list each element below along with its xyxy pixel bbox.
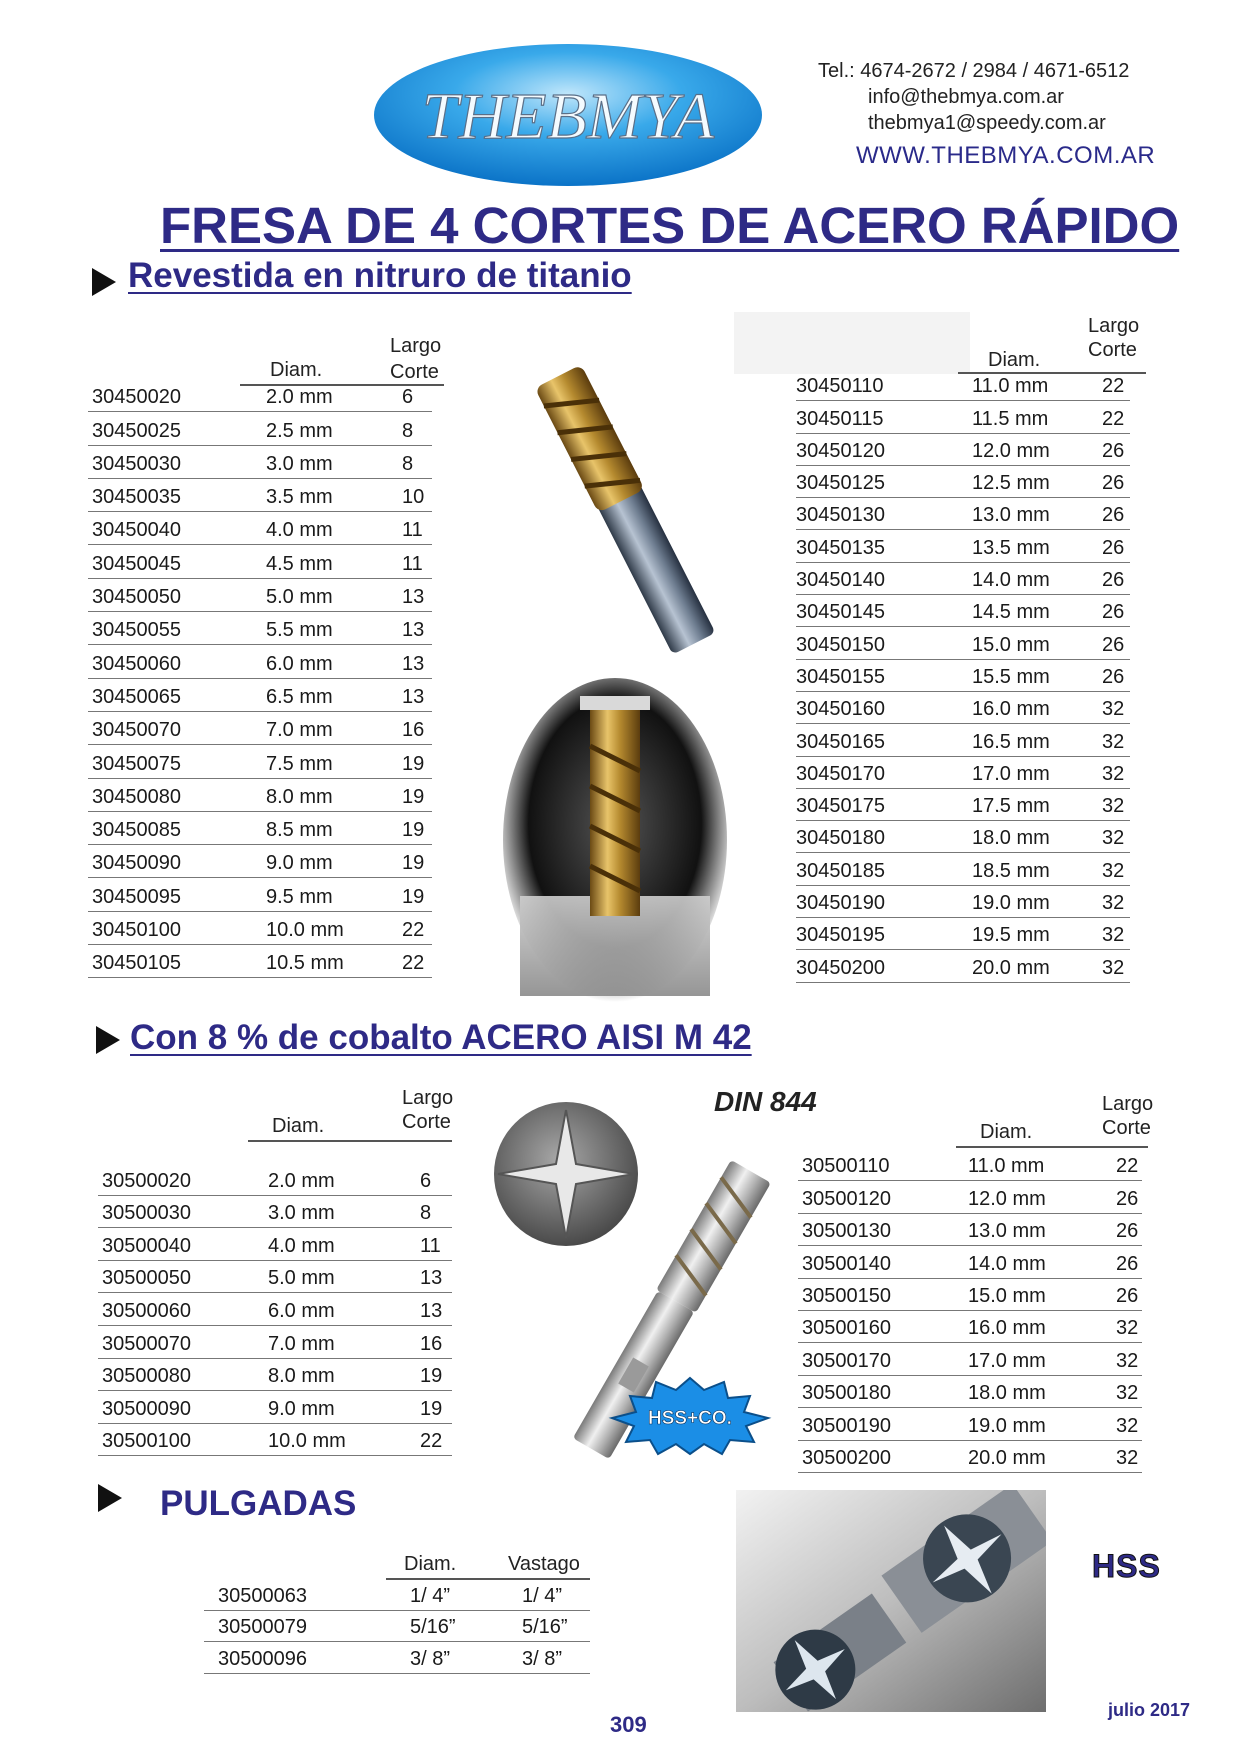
cell-code: 30500060	[102, 1299, 191, 1322]
cell-largo: 32	[1116, 1317, 1139, 1340]
cell-diam: 3/ 8”	[410, 1647, 451, 1670]
cell-largo: 8	[402, 419, 414, 442]
cell-diam: 15.0 mm	[968, 1284, 1046, 1307]
titanium-endmill-image	[516, 350, 736, 668]
cell-diam: 20.0 mm	[972, 956, 1050, 979]
cell-diam: 20.0 mm	[968, 1446, 1046, 1469]
col-header-vastago: Vastago	[508, 1553, 580, 1575]
cell-largo: 13	[402, 652, 425, 675]
table-row	[798, 1440, 1142, 1473]
table-row	[88, 911, 432, 945]
arrow-right-icon	[92, 268, 116, 296]
cell-code: 30450135	[796, 536, 885, 559]
table-row	[88, 545, 432, 579]
cell-code: 30450150	[796, 633, 885, 656]
table-row	[798, 1245, 1142, 1278]
cell-code: 30450035	[92, 486, 181, 509]
col-header-diam: Diam.	[404, 1553, 457, 1575]
cell-diam: 7.5 mm	[266, 752, 333, 775]
cell-diam: 14.5 mm	[972, 601, 1050, 624]
table-row	[798, 1278, 1142, 1311]
cell-largo: 8	[402, 452, 414, 475]
section-title-pulgadas: PULGADAS	[160, 1484, 357, 1523]
cell-largo: 32	[1102, 956, 1125, 979]
cell-diam: 5.0 mm	[266, 586, 333, 609]
cell-largo: 32	[1116, 1414, 1139, 1437]
table-row	[798, 1407, 1142, 1440]
cell-code: 30450165	[796, 730, 885, 753]
cell-largo: 32	[1116, 1382, 1139, 1405]
cell-largo: 6	[420, 1169, 432, 1192]
table-row	[204, 1610, 590, 1643]
titanium-endmill-cutting-image	[500, 676, 730, 1004]
cell-code: 30500063	[218, 1584, 307, 1607]
cell-largo: 19	[402, 885, 425, 908]
cell-largo: 22	[402, 919, 425, 942]
footer-date: julio 2017	[1108, 1700, 1191, 1720]
cell-largo: 26	[1102, 633, 1125, 656]
cell-largo: 19	[402, 819, 425, 842]
cell-diam: 11.0 mm	[968, 1155, 1045, 1178]
contact-email-2[interactable]: thebmya1@speedy.com.ar	[868, 112, 1106, 134]
cell-diam: 13.0 mm	[968, 1220, 1046, 1243]
cell-diam: 18.5 mm	[972, 859, 1050, 882]
table-row	[796, 368, 1130, 401]
cell-largo: 22	[1116, 1155, 1139, 1178]
cell-diam: 8.0 mm	[266, 785, 333, 808]
cell-code: 30450085	[92, 819, 181, 842]
cell-diam: 14.0 mm	[968, 1252, 1046, 1275]
cell-code: 30500170	[802, 1349, 891, 1372]
cell-largo: 32	[1102, 762, 1125, 785]
cell-diam: 16.5 mm	[972, 730, 1050, 753]
cell-largo: 32	[1102, 730, 1125, 753]
cell-code: 30450125	[796, 472, 885, 495]
cell-largo: 22	[402, 952, 425, 975]
cell-code: 30500140	[802, 1252, 891, 1275]
cell-largo: 22	[420, 1430, 443, 1453]
col-header-diam: Diam.	[980, 1121, 1033, 1143]
cell-code: 30500190	[802, 1414, 891, 1437]
brand-logo	[372, 42, 764, 188]
cell-largo: 32	[1102, 892, 1125, 915]
cell-largo: 26	[1102, 439, 1125, 462]
table-row	[88, 445, 432, 479]
section-title-titanio: Revestida en nitruro de titanio	[128, 256, 632, 295]
table-row	[88, 378, 432, 412]
table-row	[798, 1180, 1142, 1213]
cell-diam: 13.5 mm	[972, 536, 1050, 559]
cell-diam: 7.0 mm	[268, 1332, 335, 1355]
table-row	[796, 594, 1130, 627]
cell-code: 30450020	[92, 386, 181, 409]
table-row	[98, 1292, 452, 1326]
cell-largo: 8	[420, 1202, 432, 1225]
cell-largo: 19	[402, 852, 425, 875]
cell-largo: 19	[420, 1397, 443, 1420]
cell-code: 30450045	[92, 552, 181, 575]
table-row	[796, 885, 1130, 918]
cell-code: 30500120	[802, 1187, 891, 1210]
cell-code: 30450075	[92, 752, 181, 775]
hss-label: HSS	[1092, 1548, 1161, 1584]
col-header-corte: Corte	[1088, 339, 1137, 361]
arrow-right-icon	[96, 1026, 120, 1054]
cell-code: 30450105	[92, 952, 181, 975]
cell-largo: 26	[1116, 1252, 1139, 1275]
cell-vastago: 3/ 8”	[522, 1647, 563, 1670]
table-row	[204, 1641, 590, 1674]
table-row	[88, 644, 432, 678]
table-row	[88, 944, 432, 978]
table-row	[796, 659, 1130, 692]
cell-diam: 2.0 mm	[268, 1169, 335, 1192]
cell-largo: 19	[420, 1365, 443, 1388]
cell-diam: 18.0 mm	[972, 827, 1050, 850]
table-row	[98, 1390, 452, 1424]
table-row	[796, 949, 1130, 982]
cell-largo: 32	[1102, 827, 1125, 850]
table-row	[796, 530, 1130, 563]
cell-diam: 10.0 mm	[266, 919, 344, 942]
cell-largo: 11	[402, 552, 423, 575]
cell-diam: 13.0 mm	[972, 504, 1050, 527]
cell-diam: 11.0 mm	[972, 375, 1049, 398]
table-row	[796, 756, 1130, 789]
cell-largo: 32	[1102, 924, 1125, 947]
table-row	[98, 1423, 452, 1457]
cell-largo: 32	[1102, 859, 1125, 882]
table-row	[796, 723, 1130, 756]
cell-code: 30450110	[796, 375, 884, 398]
cell-code: 30450190	[796, 892, 885, 915]
cell-diam: 3.5 mm	[266, 486, 333, 509]
table-row	[796, 788, 1130, 821]
cell-largo: 13	[420, 1267, 443, 1290]
cell-code: 30500090	[102, 1397, 191, 1420]
cell-largo: 16	[402, 719, 425, 742]
cell-code: 30450200	[796, 956, 885, 979]
cell-code: 30450185	[796, 859, 885, 882]
cell-code: 30500070	[102, 1332, 191, 1355]
cell-diam: 19.0 mm	[972, 892, 1050, 915]
table-row	[88, 678, 432, 712]
table-row	[796, 853, 1130, 886]
cell-diam: 14.0 mm	[972, 569, 1050, 592]
cell-vastago: 5/16”	[522, 1616, 568, 1639]
cell-diam: 12.5 mm	[972, 472, 1050, 495]
cell-code: 30450080	[92, 785, 181, 808]
table-row	[796, 400, 1130, 433]
cell-code: 30450115	[796, 407, 884, 430]
cell-largo: 26	[1116, 1220, 1139, 1243]
cell-diam: 6.0 mm	[268, 1299, 335, 1322]
table-row	[88, 578, 432, 612]
cell-diam: 16.0 mm	[968, 1317, 1046, 1340]
cell-diam: 8.5 mm	[266, 819, 333, 842]
cell-code: 30450030	[92, 452, 181, 475]
cell-largo: 32	[1102, 698, 1125, 721]
col-header-largo: Largo	[1102, 1093, 1154, 1115]
table-row	[796, 465, 1130, 498]
cell-diam: 7.0 mm	[266, 719, 333, 742]
cell-code: 30450025	[92, 419, 181, 442]
cell-diam: 16.0 mm	[972, 698, 1050, 721]
table-row	[204, 1578, 590, 1611]
cell-diam: 17.0 mm	[968, 1349, 1046, 1372]
table-row	[88, 811, 432, 845]
cell-code: 30500100	[102, 1430, 191, 1453]
cell-code: 30500030	[102, 1202, 191, 1225]
cell-largo: 26	[1102, 504, 1125, 527]
cell-code: 30450195	[796, 924, 885, 947]
cell-largo: 19	[402, 785, 425, 808]
cell-code: 30450065	[92, 685, 181, 708]
table-row	[88, 744, 432, 778]
cell-code: 30500150	[802, 1284, 891, 1307]
table-row	[98, 1260, 452, 1294]
cell-code: 30450040	[92, 519, 181, 542]
cell-code: 30450070	[92, 719, 181, 742]
col-header-largo: Largo	[1088, 315, 1140, 337]
cell-largo: 10	[402, 486, 425, 509]
cell-diam: 17.0 mm	[972, 762, 1050, 785]
brand-logo-text: THEBMYA	[421, 80, 715, 153]
cell-code: 30450175	[796, 795, 885, 818]
cell-diam: 3.0 mm	[268, 1202, 335, 1225]
cell-largo: 26	[1102, 569, 1125, 592]
cell-diam: 12.0 mm	[972, 439, 1050, 462]
page-number: 309	[610, 1712, 647, 1737]
cell-largo: 26	[1102, 601, 1125, 624]
cell-code: 30500096	[218, 1647, 307, 1670]
table-row	[798, 1310, 1142, 1343]
cell-code: 30500160	[802, 1317, 891, 1340]
cell-code: 30450140	[796, 569, 885, 592]
table-row	[98, 1325, 452, 1359]
table-row	[796, 691, 1130, 724]
cell-code: 30450130	[796, 504, 885, 527]
table-row	[796, 917, 1130, 950]
table-row	[798, 1213, 1142, 1246]
cell-largo: 6	[402, 386, 414, 409]
cell-largo: 13	[402, 619, 425, 642]
col-header-corte: Corte	[402, 1111, 451, 1133]
contact-phone: Tel.: 4674-2672 / 2984 / 4671-6512	[818, 60, 1130, 82]
cell-code: 30450090	[92, 852, 181, 875]
cell-code: 30500180	[802, 1382, 891, 1405]
table-row	[88, 411, 432, 445]
table-row	[796, 820, 1130, 853]
table-row	[88, 511, 432, 545]
cell-diam: 4.0 mm	[266, 519, 333, 542]
cell-diam: 19.5 mm	[972, 924, 1050, 947]
col-header-corte: Corte	[390, 361, 439, 383]
table-row	[88, 611, 432, 645]
cell-diam: 1/ 4”	[410, 1584, 451, 1607]
cell-diam: 9.0 mm	[268, 1397, 335, 1420]
header-rule	[248, 1140, 452, 1142]
cell-largo: 32	[1102, 795, 1125, 818]
cell-largo: 26	[1102, 665, 1125, 688]
arrow-right-icon	[98, 1484, 122, 1512]
cell-largo: 22	[1102, 407, 1125, 430]
cell-code: 30450155	[796, 665, 885, 688]
website-link[interactable]: WWW.THEBMYA.COM.AR	[856, 142, 1156, 169]
cell-diam: 17.5 mm	[972, 795, 1050, 818]
cell-largo: 13	[402, 586, 425, 609]
table-row	[98, 1162, 452, 1196]
table-row	[88, 844, 432, 878]
cell-diam: 18.0 mm	[968, 1382, 1046, 1405]
cell-code: 30500130	[802, 1220, 891, 1243]
table-row	[798, 1148, 1142, 1181]
cell-code: 30450050	[92, 586, 181, 609]
cell-code: 30500020	[102, 1169, 191, 1192]
cell-diam: 9.5 mm	[266, 885, 333, 908]
cell-vastago: 1/ 4”	[522, 1584, 563, 1607]
contact-email[interactable]: info@thebmya.com.ar	[868, 86, 1064, 108]
cell-diam: 4.0 mm	[268, 1234, 335, 1257]
table-row	[796, 626, 1130, 659]
cell-diam: 10.5 mm	[266, 952, 344, 975]
table-row	[88, 778, 432, 812]
hss-co-badge-text: HSS+CO.	[648, 1408, 732, 1429]
cell-code: 30500079	[218, 1616, 307, 1639]
table-row	[796, 433, 1130, 466]
cell-largo: 16	[420, 1332, 443, 1355]
cell-largo: 32	[1116, 1349, 1139, 1372]
cell-code: 30450055	[92, 619, 181, 642]
section-title-cobalto: Con 8 % de cobalto ACERO AISI M 42	[130, 1018, 752, 1057]
cell-diam: 3.0 mm	[266, 452, 333, 475]
cell-largo: 32	[1116, 1446, 1139, 1469]
cell-code: 30450095	[92, 885, 181, 908]
cell-diam: 11.5 mm	[972, 407, 1049, 430]
cell-code: 30500110	[802, 1155, 890, 1178]
table-row	[796, 562, 1130, 595]
cell-diam: 15.5 mm	[972, 665, 1050, 688]
cell-diam: 5/16”	[410, 1616, 456, 1639]
cell-diam: 10.0 mm	[268, 1430, 346, 1453]
cell-diam: 5.5 mm	[266, 619, 333, 642]
cell-code: 30500050	[102, 1267, 191, 1290]
col-header-diam: Diam.	[270, 359, 323, 381]
cell-largo: 13	[402, 685, 425, 708]
cell-code: 30450170	[796, 762, 885, 785]
col-header-largo: Largo	[390, 335, 442, 357]
cell-diam: 19.0 mm	[968, 1414, 1046, 1437]
cell-largo: 13	[420, 1299, 443, 1322]
cell-diam: 12.0 mm	[968, 1187, 1046, 1210]
cell-largo: 11	[420, 1234, 441, 1257]
col-header-largo: Largo	[402, 1087, 454, 1109]
cell-code: 30450180	[796, 827, 885, 850]
page-title: FRESA DE 4 CORTES DE ACERO RÁPIDO	[160, 197, 1180, 254]
cell-diam: 8.0 mm	[268, 1365, 335, 1388]
table-row	[88, 478, 432, 512]
cell-diam: 6.0 mm	[266, 652, 333, 675]
hss-co-badge	[608, 1376, 772, 1456]
table-row	[798, 1375, 1142, 1408]
cell-diam: 6.5 mm	[266, 685, 333, 708]
table-row	[98, 1227, 452, 1261]
cell-largo: 11	[402, 519, 423, 542]
table-row	[798, 1342, 1142, 1375]
col-header-corte: Corte	[1102, 1117, 1151, 1139]
table-row	[88, 878, 432, 912]
cell-diam: 15.0 mm	[972, 633, 1050, 656]
cell-diam: 4.5 mm	[266, 552, 333, 575]
hss-endmill-closeup-image	[736, 1490, 1046, 1712]
cell-largo: 19	[402, 752, 425, 775]
cell-diam: 9.0 mm	[266, 852, 333, 875]
table-row	[98, 1358, 452, 1392]
cell-code: 30500080	[102, 1365, 191, 1388]
cell-code: 30500200	[802, 1446, 891, 1469]
col-header-diam: Diam.	[988, 349, 1041, 371]
cell-diam: 5.0 mm	[268, 1267, 335, 1290]
cell-code: 30500040	[102, 1234, 191, 1257]
cell-diam: 2.0 mm	[266, 386, 333, 409]
cell-code: 30450145	[796, 601, 885, 624]
col-header-diam: Diam.	[272, 1115, 325, 1137]
cell-code: 30450100	[92, 919, 181, 942]
cell-largo: 22	[1102, 375, 1125, 398]
table-row	[796, 497, 1130, 530]
table-row	[88, 711, 432, 745]
cell-largo: 26	[1102, 472, 1125, 495]
cell-largo: 26	[1116, 1187, 1139, 1210]
cell-diam: 2.5 mm	[266, 419, 333, 442]
cell-code: 30450060	[92, 652, 181, 675]
header-shade	[734, 312, 970, 374]
cell-largo: 26	[1116, 1284, 1139, 1307]
cell-code: 30450160	[796, 698, 885, 721]
table-row	[98, 1195, 452, 1229]
cell-largo: 26	[1102, 536, 1125, 559]
cell-code: 30450120	[796, 439, 885, 462]
din-label: DIN 844	[714, 1086, 817, 1117]
